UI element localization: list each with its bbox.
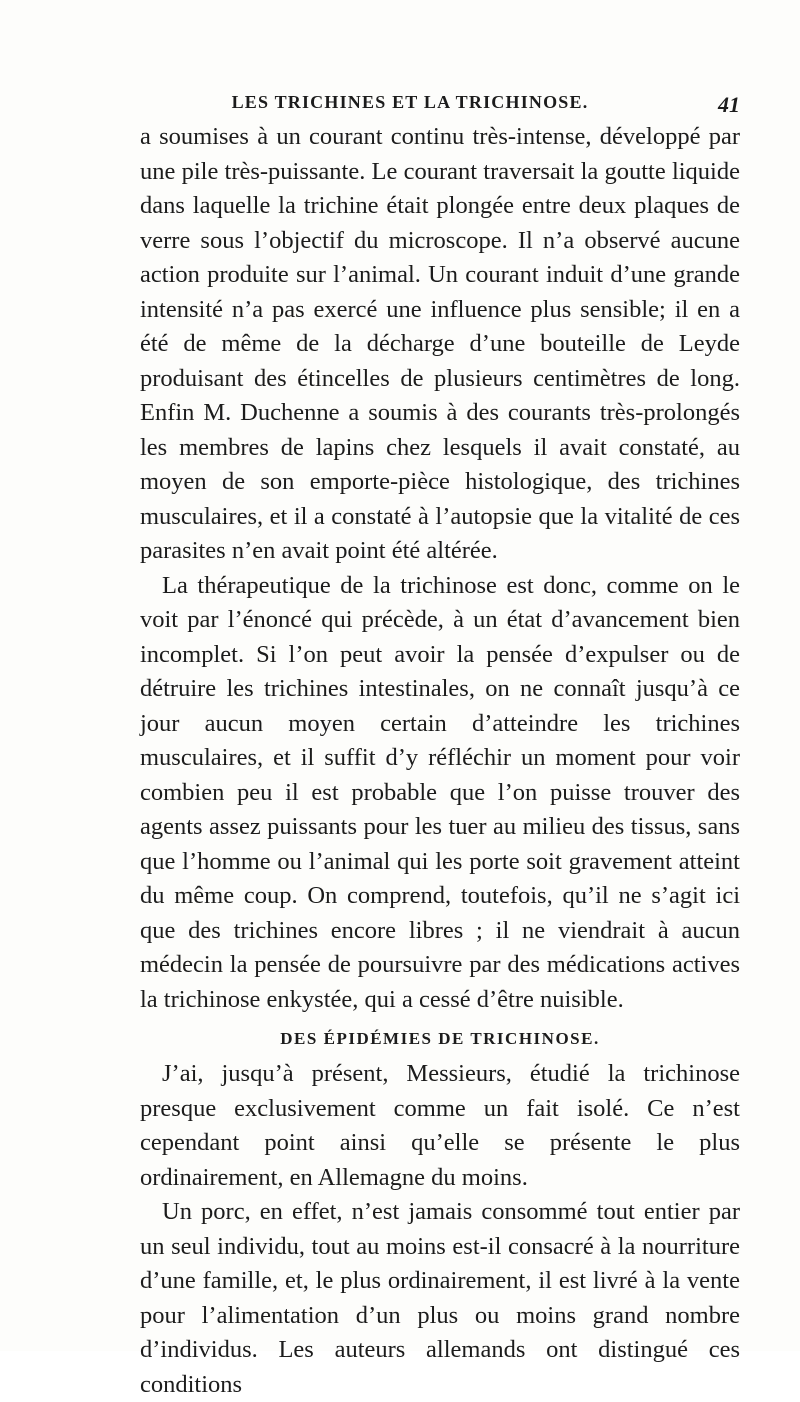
paragraph-section-intro: J’ai, jusqu’à présent, Messieurs, étudié la trichinose presque exclusivement comme un fait isolé. Ce n’est cependant point ainsi qu’elle se présente le plus ordinairement, en Allemagne du moins. — [140, 1060, 740, 1191]
body-text — [140, 120, 740, 1402]
page-number: 41 — [718, 92, 740, 117]
running-head: LES TRICHINES ET LA TRICHINOSE. — [231, 92, 589, 112]
paragraph-pork-consumption: Un porc, en effet, n’est jamais consommé tout entier par un seul individu, tout au moins est-il consacré à la nourriture d’une famille, et, le plus ordinairement, il est livré à la vente pour l’alimentation d’un plus ou moins grand nombre d’individus. Les auteurs allemands ont distingué ces conditions — [140, 1198, 740, 1398]
paragraph-continuation: a soumises à un courant continu très-intense, développé par une pile très-puissante. Le courant traversait la goutte liquide dans laquelle la trichine était plongée entre deux plaques de verre sous l’objectif du microscope. Il n’a observé aucune action produite sur l’animal. Un courant induit d’une grande intensité n’a pas exercé une influence plus sensible; il en a été de même de la décharge d’une bouteille de Leyde produisant des étincelles de plusieurs centimètres de long. Enfin M. Duchenne a soumis à des courants très-prolongés les membres de lapins chez lesquels il avait constaté, au moyen de son emporte-pièce histologique, des trichines musculaires, et il a constaté à l’autopsie que la vitalité de ces parasites n’en avait point été altérée. — [140, 123, 740, 564]
paragraph-therapeutics: La thérapeutique de la trichinose est donc, comme on le voit par l’énoncé qui précède, à un état d’avancement bien incomplet. Si l’on peut avoir la pensée d’expulser ou de détruire les trichines intestinales, on ne connaît jusqu’à ce jour aucun moyen certain d’atteindre les trichines musculaires, et il suffit d’y réfléchir un moment pour voir combien peu il est probable que l’on puisse trouver des agents assez puissants pour les tuer au milieu des tissus, sans que l’homme ou l’animal qui les porte soit gravement atteint du même coup. On comprend, toutefois, qu’il ne s’agit ici que des trichines encore libres ; il ne viendrait à aucun médecin la pensée de poursuivre par des médications actives la trichinose enkystée, qui a cessé d’être nuisible. — [140, 571, 740, 1013]
section-heading: DES ÉPIDÉMIES DE TRICHINOSE. — [280, 1029, 600, 1048]
page-header — [140, 92, 740, 122]
